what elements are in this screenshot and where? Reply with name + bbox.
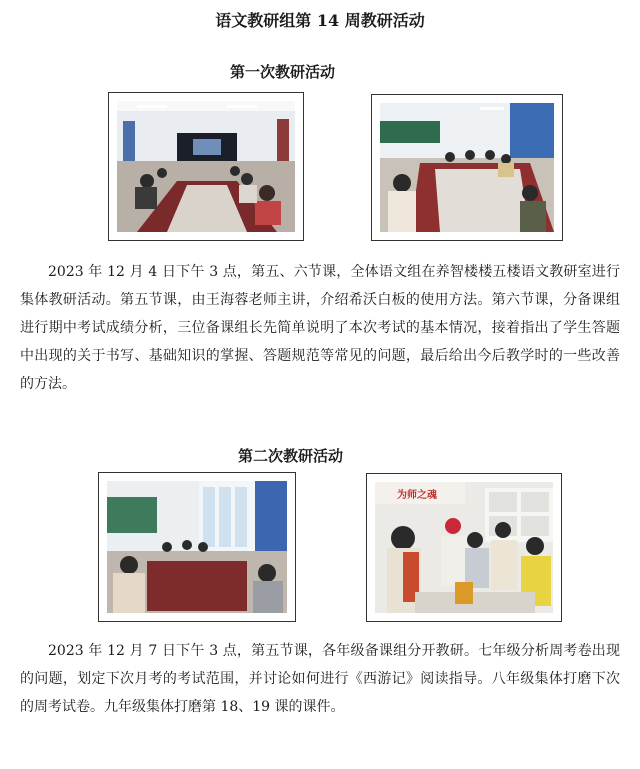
section1-photo-2 bbox=[371, 94, 563, 241]
section1-photo-1 bbox=[108, 92, 304, 241]
section1-heading: 第一次教研活动 bbox=[230, 63, 336, 81]
section2-paragraph: 2023 年 12 月 7 日下午 3 点，第五节课，各年级备课组分开教研。七年级分析周考卷出现的问题，划定下次月考的考试范围，并讨论如何进行《西游记》阅读指导。八年级集体打磨下次的周考试卷。九年级集体打磨第 18、19 课的课件。 bbox=[20, 643, 620, 715]
photo-wall-sign: 为师之魂 bbox=[397, 490, 437, 501]
section1-paragraph: 2023 年 12 月 4 日下午 3 点，第五、六节课，全体语文组在养智楼楼五楼语文教研室进行集体教研活动。第五节课，由王海蓉老师主讲，介绍希沃白板的使用方法。第六节课，分备课组进行期中考试成绩分析，三位备课组长先简单说明了本次考试的基本情况，接着指出了学生答题中出现的关于书写、基础知识的掌握、答题规范等常见的问题，最后给出今后教学时的一些改善的方法。 bbox=[20, 264, 620, 392]
section2-photo-1 bbox=[98, 472, 296, 622]
section2-heading: 第二次教研活动 bbox=[238, 447, 344, 465]
section2-photo-2 bbox=[366, 473, 562, 622]
document-title: 语文教研组第 14 周教研活动 bbox=[215, 11, 425, 30]
